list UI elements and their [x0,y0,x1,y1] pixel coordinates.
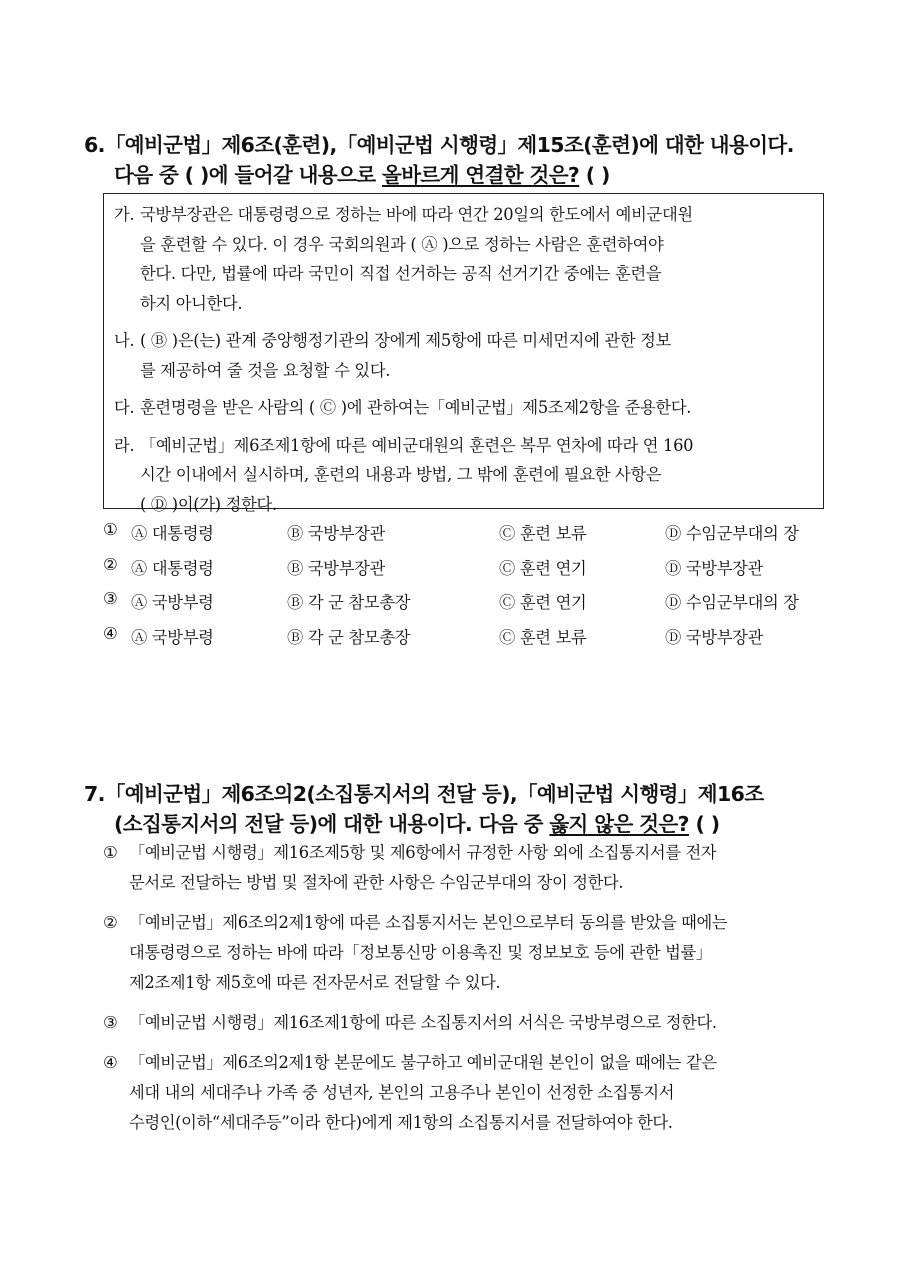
passage-line: 국방부장관은 대통령령으로 정하는 바에 따라 연간 20일의 한도에서 예비군대원 [140,205,693,224]
choice-b: Ⓑ 각 군 참모총장 [287,627,411,647]
choice-number: ① [103,520,118,539]
question-7-title [84,779,844,839]
choice-a: Ⓐ 대통령령 [131,524,214,543]
choice-c: Ⓒ 훈련 연기 [499,593,587,612]
choice-a: Ⓐ 국방부령 [131,593,214,612]
question-6-passage-box [103,193,824,514]
option-line: 수령인(이하“세대주등”이라 한다)에게 제1항의 소집통지서를 전달하여야 한다. [129,1113,673,1132]
question-6-title-line2 [84,160,844,190]
question-6-underlined-prompt: 올바르게 연결한 것은? [382,163,580,187]
passage-line: ( Ⓑ )은(는) 관계 중앙행정기관의 장에게 제5항에 따른 미세먼지에 관한 정보 [140,331,671,350]
option-line: 세대 내의 세대주나 가족 중 성년자, 본인의 고용주나 본인이 선정한 소집통지서 [129,1083,675,1102]
item-marker: 가. [114,205,135,224]
option-number: ① [103,843,118,862]
question-7-options [103,838,838,1148]
option-line: 문서로 전달하는 방법 및 절차에 관한 사항은 수임군부대의 장이 정한다. [129,873,624,892]
choice-4[interactable] [103,624,843,659]
passage-line: ( Ⓓ )이(가) 정한다. [140,494,277,514]
choice-1[interactable] [103,520,843,555]
option-line: 제2조제1항 제5호에 따른 전자문서로 전달할 수 있다. [129,973,501,992]
item-marker: 다. [114,398,135,417]
choice-d: Ⓓ 국방부장관 [665,558,763,578]
choice-c: Ⓒ 훈련 보류 [499,627,587,647]
passage-line: 「예비군법」제6조제1항에 따른 예비군대원의 훈련은 복무 연차에 따라 연 160 [140,435,694,455]
item-marker: 나. [114,331,135,350]
choice-d: Ⓓ 수임군부대의 장 [665,524,799,543]
choice-number: ③ [103,589,118,608]
passage-item-na [114,326,815,385]
question-7-title-line1: 7.「예비군법」제6조의2(소집통지서의 전달 등),「예비군법 시행령」제16조 [84,782,764,806]
passage-line: 을 훈련할 수 있다. 이 경우 국회의원과 ( Ⓐ )으로 정하는 사람은 훈련하여야 [140,234,664,254]
option-line: 「예비군법 시행령」제16조제1항에 따른 소집통지서의 서식은 국방부령으로 정한다. [129,1013,717,1032]
passage-line: 하지 아니한다. [140,293,243,313]
choice-a: Ⓐ 국방부령 [131,627,214,647]
choice-a: Ⓐ 대통령령 [131,558,214,578]
option-3[interactable] [103,1008,838,1038]
choice-b: Ⓑ 국방부장관 [287,558,385,578]
question-6-title [84,130,844,190]
question-7-answer-blank: ( ) [688,812,720,836]
choice-2[interactable] [103,555,843,590]
question-6-answer-blank: ( ) [579,163,610,187]
option-line: 「예비군법」제6조의2제1항에 따른 소집통지서는 본인으로부터 동의를 받았을 때에는 [129,913,728,932]
option-4[interactable] [103,1048,838,1138]
choice-c: Ⓒ 훈련 보류 [499,524,587,543]
passage-line: 를 제공하여 줄 것을 요청할 수 있다. [140,360,391,380]
item-marker: 라. [114,435,135,455]
option-line: 「예비군법」제6조의2제1항 본문에도 불구하고 예비군대원 본인이 없을 때에는 같은 [129,1053,717,1072]
option-line: 대통령령으로 정하는 바에 따라「정보통신망 이용촉진 및 정보보호 등에 관한 법률」 [129,943,712,962]
question-7-title-line2 [84,809,844,839]
question-7-underlined-prompt: 옳지 않은 것은? [549,812,689,836]
passage-line: 시간 이내에서 실시하며, 훈련의 내용과 방법, 그 밖에 훈련에 필요한 사항은 [140,465,662,484]
choice-b: Ⓑ 각 군 참모총장 [287,593,411,612]
choice-c: Ⓒ 훈련 연기 [499,558,587,578]
option-1[interactable] [103,838,838,898]
passage-item-da [114,393,815,423]
passage-line: 훈련명령을 받은 사람의 ( Ⓒ )에 관하여는「예비군법」제5조제2항을 준용한다. [140,398,692,417]
option-number: ② [103,913,118,932]
option-number: ④ [103,1053,118,1072]
option-number: ③ [103,1013,118,1032]
question-6-title-line1: 6.「예비군법」제6조(훈련),「예비군법 시행령」제15조(훈련)에 대한 내용이다. [84,133,794,157]
choice-d: Ⓓ 수임군부대의 장 [665,593,799,612]
choice-d: Ⓓ 국방부장관 [665,627,763,647]
passage-line: 한다. 다만, 법률에 따라 국민이 직접 선거하는 공직 선거기간 중에는 훈련을 [140,264,662,283]
passage-item-ga [114,200,815,318]
choice-number: ④ [103,623,118,643]
option-2[interactable] [103,908,838,998]
option-line: 「예비군법 시행령」제16조제5항 및 제6항에서 규정한 사항 외에 소집통지서를 전자 [129,843,717,862]
choice-b: Ⓑ 국방부장관 [287,524,385,543]
question-7-prompt: (소집통지서의 전달 등)에 대한 내용이다. 다음 중 [114,812,550,836]
question-6-choices [103,520,843,658]
question-6-prompt: 다음 중 ( )에 들어갈 내용으로 [114,163,382,187]
choice-3[interactable] [103,589,843,624]
passage-item-ra [114,431,815,520]
choice-number: ② [103,554,118,574]
